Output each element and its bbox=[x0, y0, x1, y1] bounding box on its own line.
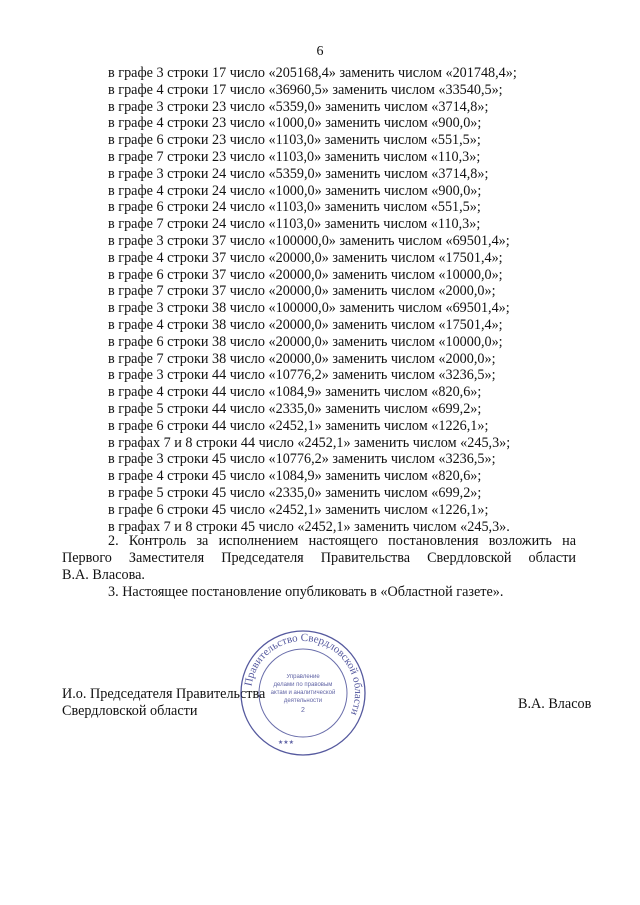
amendment-item: в графе 3 строки 23 число «5359,0» заменить числом «3714,8»; bbox=[108, 98, 489, 115]
amendment-item: в графе 5 строки 45 число «2335,0» заменить числом «699,2»; bbox=[108, 484, 482, 501]
amendment-item: в графе 6 строки 38 число «20000,0» заменить числом «10000,0»; bbox=[108, 333, 503, 350]
paragraph-control-line-3: В.А. Власова. bbox=[62, 566, 145, 583]
signatory-title bbox=[62, 686, 265, 720]
svg-text:★★★: ★★★ bbox=[277, 739, 295, 746]
amendment-item: в графе 6 строки 45 число «2452,1» заменить числом «1226,1»; bbox=[108, 501, 489, 518]
amendment-item: в графе 6 строки 37 число «20000,0» заменить числом «10000,0»; bbox=[108, 266, 503, 283]
amendment-item: в графе 7 строки 38 число «20000,0» заменить числом «2000,0»; bbox=[108, 350, 496, 367]
svg-text:2: 2 bbox=[301, 707, 305, 714]
amendment-item: в графах 7 и 8 строки 45 число «2452,1» заменить числом «245,3». bbox=[108, 518, 510, 535]
paragraph-publish: 3. Настоящее постановление опубликовать в «Областной газете». bbox=[108, 584, 504, 600]
amendment-item: в графе 7 строки 23 число «1103,0» заменить числом «110,3»; bbox=[108, 148, 481, 165]
amendment-item: в графе 4 строки 23 число «1000,0» заменить числом «900,0»; bbox=[108, 115, 482, 132]
amendment-item: в графе 3 строки 38 число «100000,0» заменить числом «69501,4»; bbox=[108, 300, 510, 317]
amendment-item: в графе 3 строки 44 число «10776,2» заменить числом «3236,5»; bbox=[108, 367, 496, 384]
amendment-item: в графе 7 строки 37 число «20000,0» заменить числом «2000,0»; bbox=[108, 283, 496, 300]
svg-text:Управление: Управление bbox=[286, 674, 320, 680]
amendment-item: в графе 6 строки 23 число «1103,0» заменить числом «551,5»; bbox=[108, 132, 481, 149]
amendment-item: в графах 7 и 8 строки 44 число «2452,1» заменить числом «245,3»; bbox=[108, 434, 511, 451]
page-number: 6 bbox=[316, 44, 324, 59]
svg-text:Правительство Свердловской обл: Правительство Свердловской области bbox=[242, 631, 365, 717]
amendment-item: в графе 4 строки 44 число «1084,9» заменить числом «820,6»; bbox=[108, 384, 482, 401]
paragraph-control-line-2: Первого Заместителя Председателя Правительства Свердловской области bbox=[62, 549, 576, 566]
signatory-name: В.А. Власов bbox=[518, 696, 592, 712]
amendment-item: в графе 3 строки 24 число «5359,0» заменить числом «3714,8»; bbox=[108, 165, 489, 182]
official-seal bbox=[238, 628, 368, 758]
svg-text:делами по правовым: делами по правовым bbox=[273, 682, 333, 688]
amendment-item: в графе 3 строки 45 число «10776,2» заменить числом «3236,5»; bbox=[108, 451, 496, 468]
amendment-item: в графе 3 строки 17 число «205168,4» заменить числом «201748,4»; bbox=[108, 65, 517, 81]
paragraph-control-line-1: 2. Контроль за исполнением настоящего постановления возложить на bbox=[108, 533, 576, 549]
amendment-item: в графе 6 строки 44 число «2452,1» заменить числом «1226,1»; bbox=[108, 417, 489, 434]
amendment-item: в графе 4 строки 24 число «1000,0» заменить числом «900,0»; bbox=[108, 182, 482, 199]
svg-text:актам и аналитической: актам и аналитической bbox=[270, 690, 336, 696]
signatory-title-line-2: Свердловской области bbox=[62, 702, 198, 719]
amendment-item: в графе 3 строки 37 число «100000,0» заменить числом «69501,4»; bbox=[108, 232, 510, 249]
amendment-item: в графе 4 строки 17 число «36960,5» заменить числом «33540,5»; bbox=[108, 81, 503, 98]
amendment-item: в графе 5 строки 44 число «2335,0» заменить числом «699,2»; bbox=[108, 400, 482, 417]
amendment-item: в графе 7 строки 24 число «1103,0» заменить числом «110,3»; bbox=[108, 216, 481, 233]
amendment-item: в графе 4 строки 37 число «20000,0» заменить числом «17501,4»; bbox=[108, 249, 503, 266]
amendment-item: в графе 4 строки 45 число «1084,9» заменить числом «820,6»; bbox=[108, 468, 482, 485]
amendment-item: в графе 4 строки 38 число «20000,0» заменить числом «17501,4»; bbox=[108, 316, 503, 333]
signatory-title-line-1: И.о. Председателя Правительства bbox=[62, 686, 266, 702]
paragraph-control bbox=[62, 533, 576, 583]
svg-text:деятельности: деятельности bbox=[283, 698, 323, 704]
amendment-list bbox=[108, 65, 588, 535]
amendment-item: в графе 6 строки 24 число «1103,0» заменить числом «551,5»; bbox=[108, 199, 481, 216]
